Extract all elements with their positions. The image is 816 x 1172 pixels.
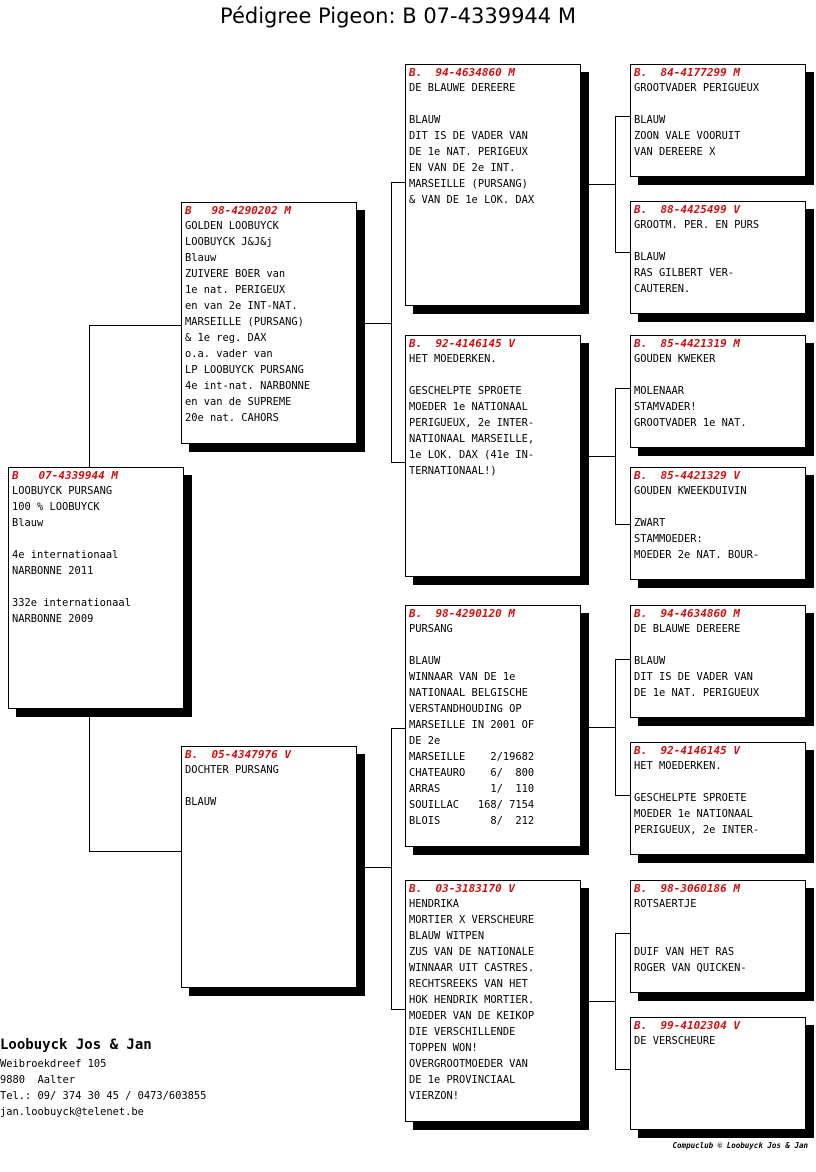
pigeon-info-line: 4e internationaal bbox=[12, 549, 119, 561]
ring-number: B 07-4339944 M bbox=[12, 469, 118, 482]
pigeon-info-line: DIT IS DE VADER VAN bbox=[409, 130, 528, 142]
pigeon-info-line: ZWART bbox=[634, 517, 666, 529]
pigeon-info-line: RECHTSREEKS VAN HET bbox=[409, 978, 528, 990]
pigeon-info-line: GOLDEN LOOBUYCK bbox=[185, 220, 279, 232]
pigeon-info-line: WINNAAR UIT CASTRES. bbox=[409, 962, 535, 974]
pigeon-info-line: GESCHELPTE SPROETE bbox=[634, 792, 747, 804]
pigeon-info-line: MOEDER 2e NAT. BOUR- bbox=[634, 549, 760, 561]
pigeon-info-line bbox=[634, 774, 802, 790]
pigeon-info-line bbox=[409, 637, 577, 653]
pigeon-info-line: BLAUW bbox=[634, 251, 666, 263]
connector bbox=[356, 323, 392, 324]
pigeon-info-line: VERSTANDHOUDING OP bbox=[409, 703, 522, 715]
pigeon-info-line: DOCHTER PURSANG bbox=[185, 764, 279, 776]
connector bbox=[615, 933, 631, 934]
owner-phone: Tel.: 09/ 374 30 45 / 0473/603855 bbox=[0, 1090, 207, 1102]
pigeon-info-line: VAN DEREERE X bbox=[634, 146, 716, 158]
pigeon-card-sire-dam-dam[interactable] bbox=[630, 467, 806, 580]
pigeon-info-line: ZUIVERE BOER van bbox=[185, 268, 286, 280]
pigeon-card-sire-sire-dam[interactable] bbox=[630, 201, 806, 314]
pigeon-info-line: DE 1e PROVINCIAAL bbox=[409, 1074, 516, 1086]
pigeon-card-sire-sire-sire[interactable] bbox=[630, 64, 806, 177]
pigeon-info-line: TOPPEN WON! bbox=[409, 1042, 478, 1054]
owner-address-line: 9880 Aalter bbox=[0, 1074, 76, 1086]
pigeon-info-line: DE VERSCHEURE bbox=[634, 1035, 716, 1047]
pigeon-info-line: DIE VERSCHILLENDE bbox=[409, 1026, 516, 1038]
pigeon-info-line: 1e LOK. DAX (41e IN- bbox=[409, 449, 535, 461]
ring-number: B. 85-4421329 V bbox=[634, 469, 740, 482]
pigeon-info-line bbox=[409, 96, 577, 112]
connector bbox=[615, 795, 631, 796]
pigeon-info-line: GROOTVADER PERIGUEUX bbox=[634, 82, 760, 94]
connector bbox=[391, 182, 392, 463]
pigeon-info-line: CAUTEREN. bbox=[634, 283, 691, 295]
pigeon-info-line: DIT IS DE VADER VAN bbox=[634, 671, 753, 683]
pigeon-info-line: ZOON VALE VOORUIT bbox=[634, 130, 741, 142]
pigeon-info-line bbox=[634, 233, 802, 249]
ring-number: B. 88-4425499 V bbox=[634, 203, 740, 216]
pigeon-card-dam-dam-dam[interactable] bbox=[630, 1017, 806, 1130]
pigeon-info-line: WINNAAR VAN DE 1e bbox=[409, 671, 516, 683]
pigeon-info-line: CHATEAURO 6/ 800 bbox=[409, 767, 535, 779]
owner-block bbox=[0, 1036, 206, 1120]
connector bbox=[615, 659, 631, 660]
pigeon-info-line: STAMMOEDER: bbox=[634, 533, 703, 545]
connector bbox=[580, 456, 616, 457]
pigeon-card-dam-sire-sire[interactable] bbox=[630, 605, 806, 718]
pigeon-info-line bbox=[12, 579, 180, 595]
ring-number: B. 94-4634860 M bbox=[634, 607, 740, 620]
pigeon-info-line: NARBONNE 2011 bbox=[12, 565, 94, 577]
pigeon-info-line: GROOTVADER 1e NAT. bbox=[634, 417, 747, 429]
connector bbox=[615, 388, 616, 525]
pigeon-info-line: MARSEILLE 2/19682 bbox=[409, 751, 535, 763]
pigeon-info-line: GESCHELPTE SPROETE bbox=[409, 385, 522, 397]
ring-number: B 98-4290202 M bbox=[185, 204, 291, 217]
pigeon-info-line: BLAUW bbox=[185, 796, 217, 808]
pigeon-info-line: LOOBUYCK PURSANG bbox=[12, 485, 113, 497]
pigeon-info-line: Blauw bbox=[185, 252, 217, 264]
pigeon-info-line bbox=[634, 499, 802, 515]
pigeon-card-dam-sire-dam[interactable] bbox=[630, 742, 806, 855]
connector bbox=[615, 252, 631, 253]
connector bbox=[89, 325, 183, 326]
connector bbox=[580, 1001, 616, 1002]
pigeon-card-sire-dam[interactable] bbox=[405, 335, 581, 577]
pigeon-info-line: en van 2e INT-NAT. bbox=[185, 300, 298, 312]
pigeon-info-line: GOUDEN KWEEKDUIVIN bbox=[634, 485, 747, 497]
pigeon-info-line: NARBONNE 2009 bbox=[12, 613, 94, 625]
pigeon-info-line: LP LOOBUYCK PURSANG bbox=[185, 364, 304, 376]
pigeon-info-line: MARSEILLE (PURSANG) bbox=[185, 316, 304, 328]
pigeon-info-line: BLAUW bbox=[409, 655, 441, 667]
pigeon-info-line: BLAUW bbox=[634, 114, 666, 126]
ring-number: B. 94-4634860 M bbox=[409, 66, 515, 79]
pigeon-info-line: NATIONAAL BELGISCHE bbox=[409, 687, 528, 699]
pigeon-info-line: BLAUW WITPEN bbox=[409, 930, 485, 942]
pigeon-card-subject[interactable] bbox=[8, 467, 184, 709]
pigeon-info-line: DE BLAUWE DEREERE bbox=[409, 82, 516, 94]
pigeon-info-line bbox=[634, 367, 802, 383]
pigeon-info-line: LOOBUYCK J&J&j bbox=[185, 236, 273, 248]
pigeon-info-line: BLAUW bbox=[634, 655, 666, 667]
ring-number: B. 98-3060186 M bbox=[634, 882, 740, 895]
ring-number: B. 98-4290120 M bbox=[409, 607, 515, 620]
pigeon-info-line bbox=[634, 637, 802, 653]
pigeon-info-line: o.a. vader van bbox=[185, 348, 273, 360]
pigeon-info-line: STAMVADER! bbox=[634, 401, 697, 413]
pigeon-info-line: MOEDER 1e NATIONAAL bbox=[634, 808, 753, 820]
connector bbox=[615, 933, 616, 1070]
pigeon-info-line: ARRAS 1/ 110 bbox=[409, 783, 535, 795]
pigeon-info-line: DUIF VAN HET RAS bbox=[634, 946, 735, 958]
connector bbox=[580, 727, 616, 728]
pigeon-info-line: MOEDER VAN DE KEIKOP bbox=[409, 1010, 535, 1022]
pigeon-info-line: HET MOEDERKEN. bbox=[634, 760, 722, 772]
connector bbox=[615, 524, 631, 525]
pigeon-card-sire-dam-sire[interactable] bbox=[630, 335, 806, 448]
pigeon-info-line: EN VAN DE 2e INT. bbox=[409, 162, 516, 174]
pigeon-info-line: NATIONAAL MARSEILLE, bbox=[409, 433, 535, 445]
owner-name: Loobuyck Jos & Jan bbox=[0, 1037, 152, 1053]
connector bbox=[615, 116, 631, 117]
pigeon-info-line: & 1e reg. DAX bbox=[185, 332, 267, 344]
pigeon-info-line: 100 % LOOBUYCK bbox=[12, 501, 100, 513]
pigeon-info-line: 20e nat. CAHORS bbox=[185, 412, 279, 424]
connector bbox=[615, 116, 616, 253]
pigeon-info-line: DE 1e NAT. PERIGUEUX bbox=[634, 687, 760, 699]
pigeon-info-line: DE BLAUWE DEREERE bbox=[634, 623, 741, 635]
pigeon-info-line: 1e nat. PERIGEUX bbox=[185, 284, 286, 296]
pigeon-info-line: ROGER VAN QUICKEN- bbox=[634, 962, 747, 974]
pigeon-info-line: PERIGUEUX, 2e INTER- bbox=[634, 824, 760, 836]
pigeon-info-line: 4e int-nat. NARBONNE bbox=[185, 380, 311, 392]
pigeon-info-line: MORTIER X VERSCHEURE bbox=[409, 914, 535, 926]
pigeon-info-line: SOUILLAC 168/ 7154 bbox=[409, 799, 535, 811]
pigeon-info-line bbox=[185, 778, 353, 794]
pigeon-card-dam-dam[interactable] bbox=[405, 880, 581, 1122]
pigeon-info-line: BLAUW bbox=[409, 114, 441, 126]
connector bbox=[580, 184, 616, 185]
pigeon-info-line: PERIGUEUX, 2e INTER- bbox=[409, 417, 535, 429]
pigeon-info-line: OVERGROOTMOEDER VAN bbox=[409, 1058, 528, 1070]
pigeon-info-line: ROTSAERTJE bbox=[634, 898, 697, 910]
connector bbox=[615, 1069, 631, 1070]
owner-address-line: Weibroekdreef 105 bbox=[0, 1058, 107, 1070]
pigeon-card-sire[interactable] bbox=[181, 202, 357, 444]
pigeon-info-line: 332e internationaal bbox=[12, 597, 131, 609]
pigeon-info-line: ZUS VAN DE NATIONALE bbox=[409, 946, 535, 958]
ring-number: B. 84-4177299 M bbox=[634, 66, 740, 79]
owner-email[interactable]: jan.loobuyck@telenet.be bbox=[0, 1106, 144, 1118]
pigeon-info-line bbox=[634, 912, 802, 928]
ring-number: B. 92-4146145 V bbox=[634, 744, 740, 757]
pigeon-info-line bbox=[634, 928, 802, 944]
ring-number: B. 05-4347976 V bbox=[185, 748, 291, 761]
pigeon-card-dam-sire[interactable] bbox=[405, 605, 581, 847]
pigeon-info-line: MARSEILLE (PURSANG) bbox=[409, 178, 528, 190]
pigeon-info-line: HET MOEDERKEN. bbox=[409, 353, 497, 365]
connector bbox=[391, 728, 392, 1010]
pigeon-info-line: TERNATIONAAL!) bbox=[409, 465, 497, 477]
pigeon-info-line: HOK HENDRIK MORTIER. bbox=[409, 994, 535, 1006]
ring-number: B. 99-4102304 V bbox=[634, 1019, 740, 1032]
pigeon-info-line: RAS GILBERT VER- bbox=[634, 267, 735, 279]
pigeon-info-line: en van de SUPREME bbox=[185, 396, 292, 408]
pigeon-info-line: HENDRIKA bbox=[409, 898, 460, 910]
pigeon-card-sire-sire[interactable] bbox=[405, 64, 581, 306]
pigeon-info-line: BLOIS 8/ 212 bbox=[409, 815, 535, 827]
ring-number: B. 03-3183170 V bbox=[409, 882, 515, 895]
connector bbox=[615, 388, 631, 389]
pigeon-info-line bbox=[12, 531, 180, 547]
connector bbox=[89, 851, 183, 852]
pigeon-info-line: VIERZON! bbox=[409, 1090, 460, 1102]
pigeon-info-line: GROOTM. PER. EN PURS bbox=[634, 219, 760, 231]
pigeon-info-line: DE 2e bbox=[409, 735, 441, 747]
page-title: Pédigree Pigeon: B 07-4339944 M bbox=[220, 4, 576, 28]
ring-number: B. 85-4421319 M bbox=[634, 337, 740, 350]
pigeon-info-line: & VAN DE 1e LOK. DAX bbox=[409, 194, 535, 206]
pigeon-info-line: MARSEILLE IN 2001 OF bbox=[409, 719, 535, 731]
pigeon-card-dam[interactable] bbox=[181, 746, 357, 988]
pigeon-info-line bbox=[409, 367, 577, 383]
pigeon-card-dam-dam-sire[interactable] bbox=[630, 880, 806, 993]
footer-credit: Compuclub © Loobuyck Jos & Jan bbox=[672, 1141, 808, 1150]
pigeon-info-line: MOLENAAR bbox=[634, 385, 685, 397]
pigeon-info-line bbox=[634, 96, 802, 112]
ring-number: B. 92-4146145 V bbox=[409, 337, 515, 350]
connector bbox=[356, 867, 392, 868]
connector bbox=[615, 659, 616, 796]
pigeon-info-line: DE 1e NAT. PERIGEUX bbox=[409, 146, 528, 158]
pigeon-info-line: MOEDER 1e NATIONAAL bbox=[409, 401, 528, 413]
pigeon-info-line: GOUDEN KWEKER bbox=[634, 353, 716, 365]
pigeon-info-line: PURSANG bbox=[409, 623, 453, 635]
pigeon-info-line: Blauw bbox=[12, 517, 44, 529]
